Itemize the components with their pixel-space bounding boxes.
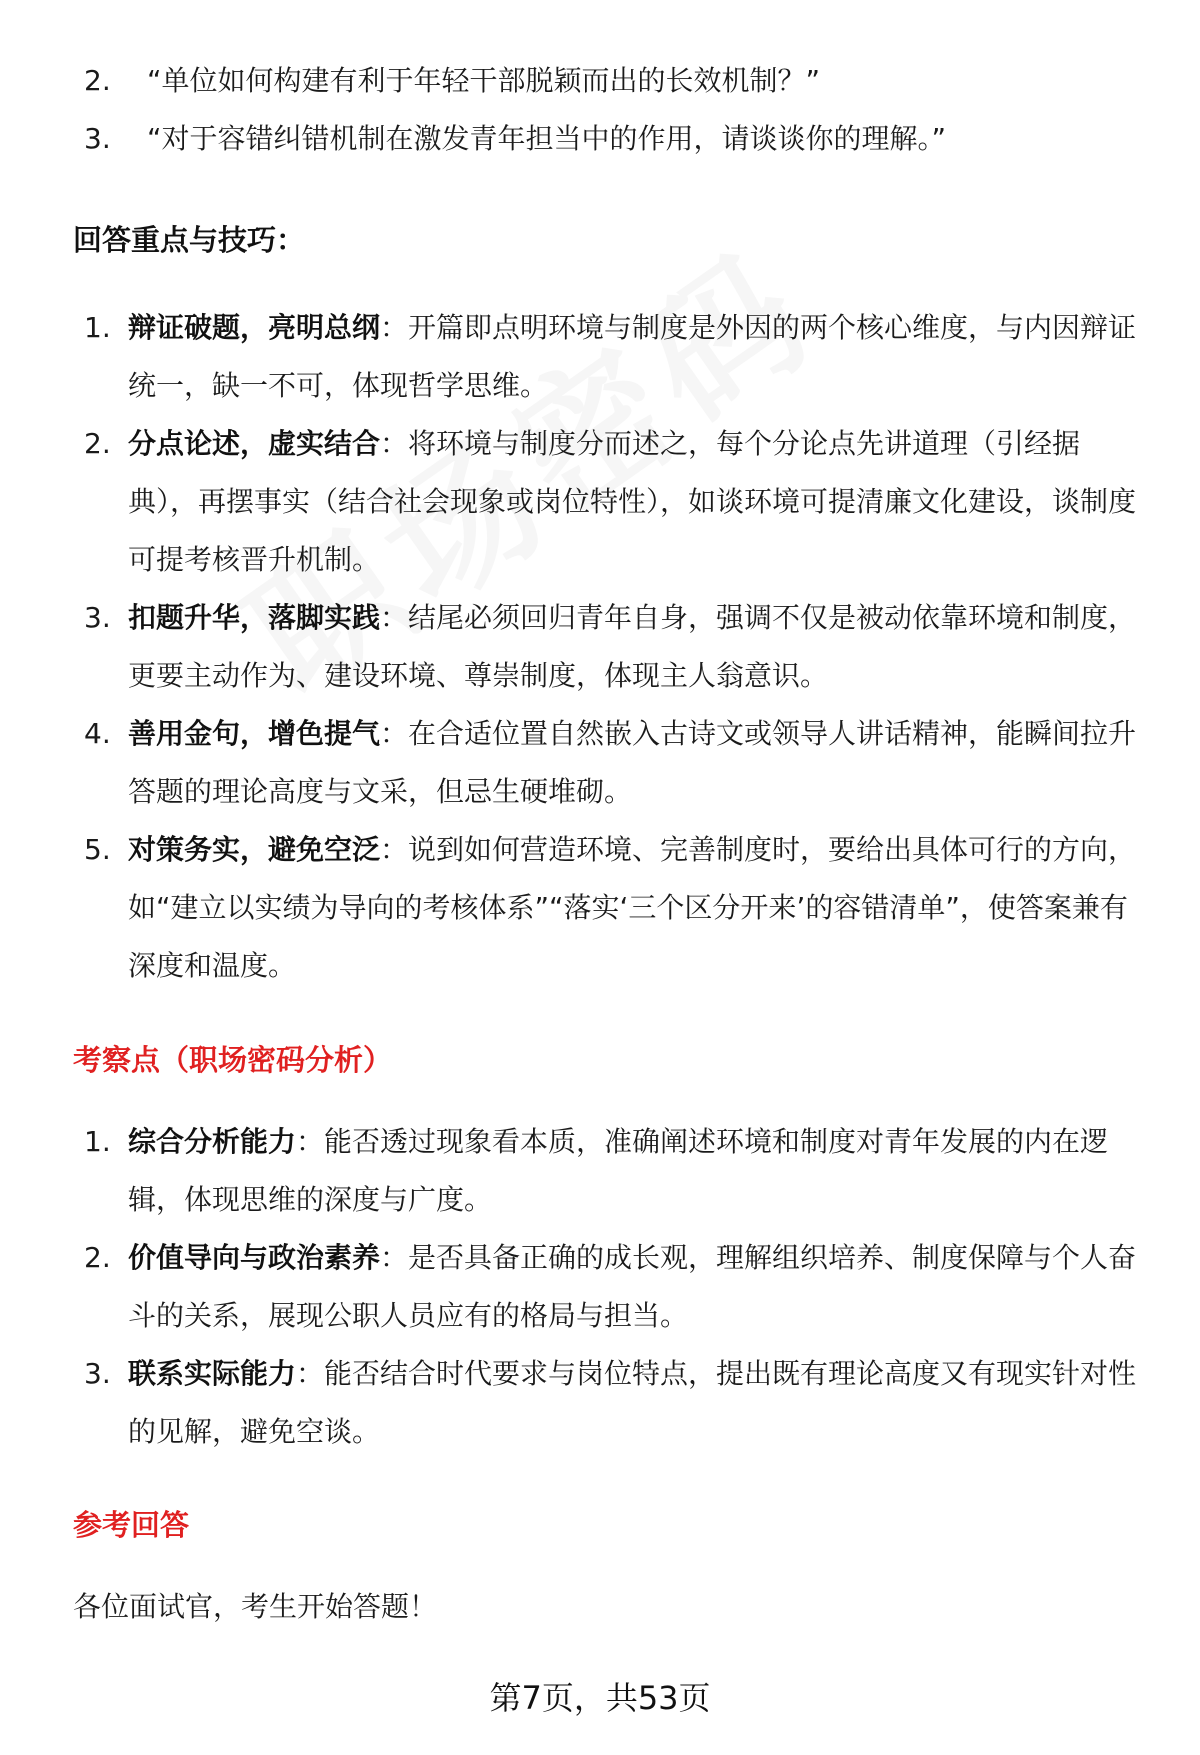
list-number: 3.: [84, 601, 111, 634]
list-item: [0, 415, 1200, 589]
item-separator: ：: [380, 717, 409, 750]
page-number: 第7页，共53页: [489, 1679, 711, 1717]
item-lead: 对策务实，避免空泛: [128, 833, 381, 866]
item-lead: 分点论述，虚实结合: [128, 427, 381, 460]
list-number: 5.: [84, 833, 111, 866]
question-text: “单位如何构建有利于年轻干部脱颖而出的长效机制？”: [147, 64, 821, 97]
item-text: 能否结合时代要求与岗位特点，提出既有理论高度又有现实针对性的见解，避免空谈。: [128, 1357, 1137, 1448]
item-text: 是否具备正确的成长观，理解组织培养、制度保障与个人奋斗的关系，展现公职人员应有的格局与担当。: [128, 1241, 1137, 1332]
intro-question-list: [0, 52, 1200, 168]
list-item: [0, 1229, 1200, 1345]
tips-list: [0, 299, 1200, 995]
item-text: 说到如何营造环境、完善制度时，要给出具体可行的方向，如“建立以实绩为导向的考核体系”“落实‘三个区分开来’的容错清单”，使答案兼有深度和温度。: [128, 833, 1137, 982]
section-heading-tips: 回答重点与技巧：: [73, 223, 306, 257]
item-lead: 扣题升华，落脚实践: [128, 601, 381, 634]
item-separator: ：: [380, 311, 409, 344]
list-item: [0, 589, 1200, 705]
item-lead: 联系实际能力: [128, 1357, 297, 1390]
points-list: [0, 1113, 1200, 1461]
item-separator: ：: [296, 1357, 325, 1390]
item-text: 结尾必须回归青年自身，强调不仅是被动依靠环境和制度，更要主动作为、建设环境、尊崇制度，体现主人翁意识。: [128, 601, 1137, 692]
list-number: 2.: [84, 427, 111, 460]
list-number: 1.: [84, 311, 111, 344]
list-item: [0, 1345, 1200, 1461]
item-lead: 善用金句，增色提气: [128, 717, 381, 750]
item-separator: ：: [380, 1241, 409, 1274]
item-text: 开篇即点明环境与制度是外因的两个核心维度，与内因辩证统一，缺一不可，体现哲学思维。: [128, 311, 1137, 402]
section-heading-points: 考察点（职场密码分析）: [73, 1043, 393, 1077]
list-item: [0, 52, 1200, 110]
item-separator: ：: [296, 1125, 325, 1158]
item-separator: ：: [380, 833, 409, 866]
question-text: “对于容错纠错机制在激发青年担当中的作用，请谈谈你的理解。”: [147, 122, 947, 155]
list-number: 3.: [84, 122, 111, 155]
list-number: 4.: [84, 717, 111, 750]
item-text: 能否透过现象看本质，准确阐述环境和制度对青年发展的内在逻辑，体现思维的深度与广度。: [128, 1125, 1109, 1216]
item-text: 将环境与制度分而述之，每个分论点先讲道理（引经据典），再摆事实（结合社会现象或岗位特性），如谈环境可提清廉文化建设，谈制度可提考核晋升机制。: [128, 427, 1137, 576]
list-item: [0, 299, 1200, 415]
section-heading-answer: 参考回答: [73, 1508, 190, 1542]
item-lead: 辩证破题，亮明总纲: [128, 311, 381, 344]
item-lead: 价值导向与政治素养: [128, 1241, 381, 1274]
list-number: 1.: [84, 1125, 111, 1158]
item-text: 在合适位置自然嵌入古诗文或领导人讲话精神，能瞬间拉升答题的理论高度与文采，但忌生硬堆砌。: [128, 717, 1137, 808]
list-item: [0, 821, 1200, 995]
list-item: [0, 705, 1200, 821]
answer-paragraph: 各位面试官，考生开始答题！: [73, 1590, 438, 1623]
list-number: 3.: [84, 1357, 111, 1390]
item-separator: ：: [380, 427, 409, 460]
list-number: 2.: [84, 1241, 111, 1274]
item-lead: 综合分析能力: [128, 1125, 297, 1158]
list-item: [0, 110, 1200, 168]
item-separator: ：: [380, 601, 409, 634]
list-number: 2.: [84, 64, 111, 97]
list-item: [0, 1113, 1200, 1229]
